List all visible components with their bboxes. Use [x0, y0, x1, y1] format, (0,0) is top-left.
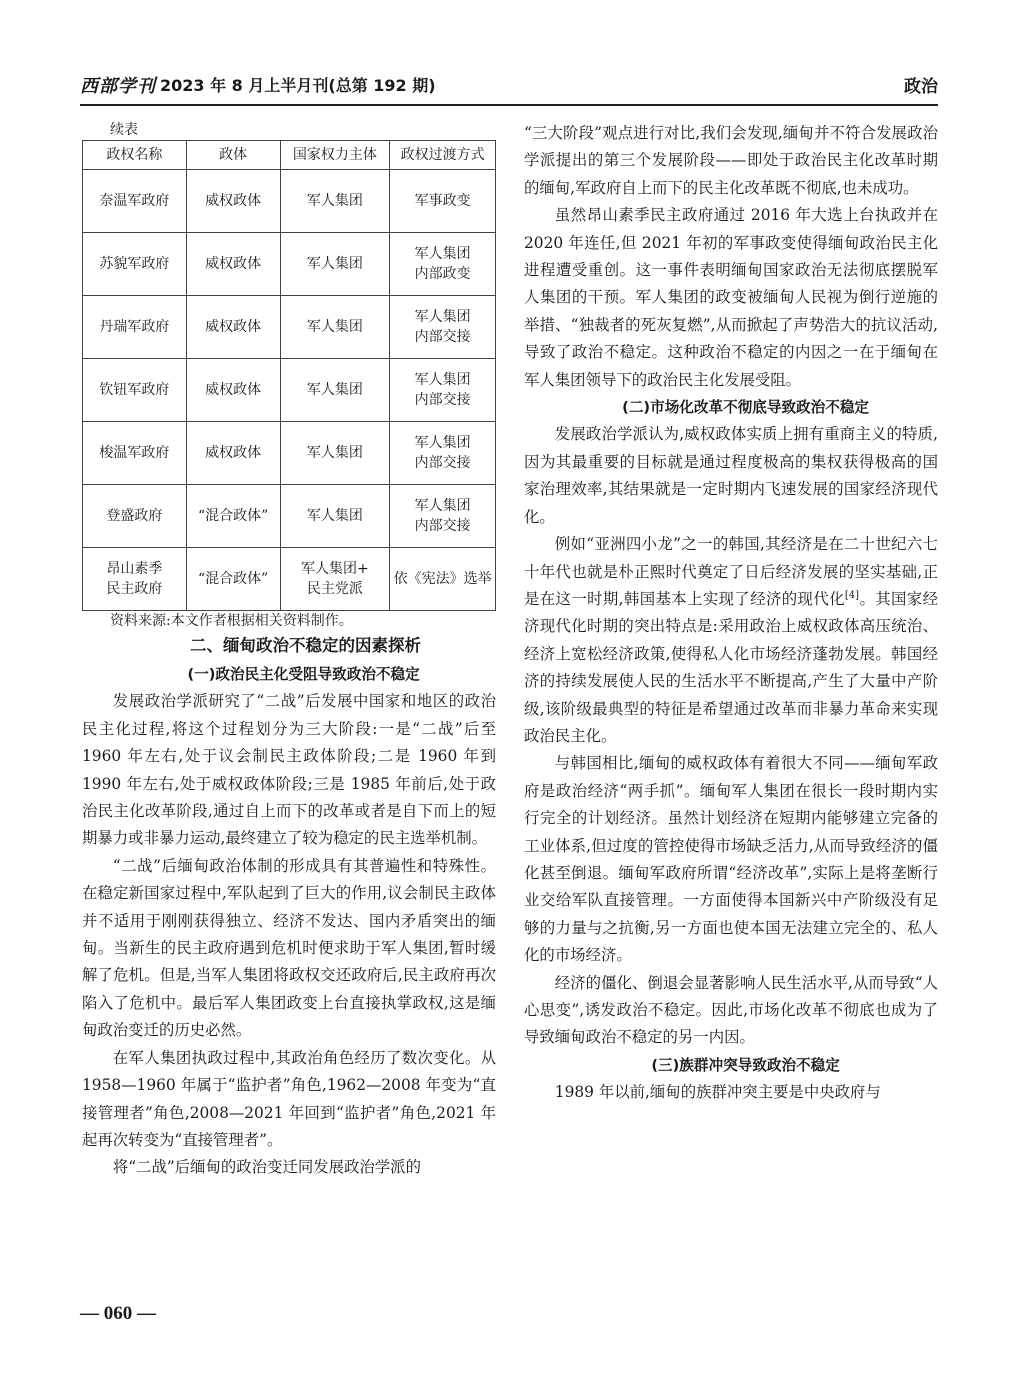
body-paragraph: 将“二战”后缅甸的政治变迁同发展政治学派的 — [112, 1158, 421, 1177]
table-cell: 威权政体 — [186, 170, 280, 233]
table-cell: 军人集团 — [280, 170, 390, 233]
body-paragraph: 1989 年以前,缅甸的族群冲突主要是中央政府与 — [554, 1083, 881, 1102]
table-row — [83, 548, 496, 611]
table-row — [83, 170, 496, 233]
table-cell: 威权政体 — [186, 296, 280, 359]
table-cell: 丹瑞军政府 — [83, 296, 187, 359]
subsection-heading-2: (二)市场化改革不彻底导致政治不稳定 — [622, 399, 870, 417]
body-paragraph: 与韩国相比,缅甸的威权政体有着很大不同——缅甸军政府是政治经济“两手抓”。缅甸军人集团在很长一段时期内实行完全的计划经济。虽然计划经济在短期内能够建立完备的工业体系,但过度的管控使得市场缺乏活力,从而导致经济的僵化甚至倒退。缅甸军政府所谓“经济改革”,实际上是将垄断行业交给军队直接管理。一方面使得本国新兴中产阶级没有足够的力量与之抗衡,另一方面也使本国无法建立完全的、私人化的市场经济。 — [524, 754, 938, 965]
table-column-header: 政权名称 — [83, 141, 187, 170]
table-source-note: 资料来源:本文作者根据相关资料制作。 — [110, 613, 353, 629]
running-header — [80, 70, 938, 106]
table-cell: “混合政体” — [186, 548, 280, 611]
table-column-header: 政权过渡方式 — [390, 141, 496, 170]
body-paragraph: 在军人集团执政过程中,其政治角色经历了数次变化。从 1958—1960 年属于“监护者”角色,1962—2008 年变为“直接管理者”角色,2008—2021 年回到“监护者”角色,2021 年起再次转变为“直接管理者”。 — [82, 1048, 496, 1149]
table-row — [83, 422, 496, 485]
table-cell: 军人集团 内部交接 — [390, 296, 496, 359]
body-paragraph: 发展政治学派认为,威权政体实质上拥有重商主义的特质,因为其最重要的目标就是通过程度极高的集权获得极高的国家治理效率,其结果就是一定时期内飞速发展的国家经济现代化。 — [524, 425, 938, 526]
table-cell: 钦钮军政府 — [83, 359, 187, 422]
right-column — [524, 120, 938, 1107]
body-paragraph: “二战”后缅甸政治体制的形成具有其普遍性和特殊性。在稳定新国家过程中,军队起到了巨大的作用,议会制民主政体并不适用于刚刚获得独立、经济不发达、国内矛盾突出的缅甸。当新生的民主政府遇到危机时便求助于军人集团,暂时缓解了危机。但是,当军人集团将政权交还政府后,民主政府再次陷入了危机中。最后军人集团政变上台直接执掌政权,这是缅甸政治变迁的历史必然。 — [82, 856, 496, 1040]
table-cell: 奈温军政府 — [83, 170, 187, 233]
subsection-heading-1: (一)政治民主化受阻导致政治不稳定 — [187, 666, 420, 683]
table-cell: 军事政变 — [390, 170, 496, 233]
table-cell: 军人集团 — [280, 233, 390, 296]
table-cell: 军人集团 — [280, 485, 390, 548]
table-cell: 军人集团+ 民主党派 — [280, 548, 390, 611]
table-caption: 续表 — [110, 122, 138, 138]
table-row — [83, 233, 496, 296]
journal-name: 西部学刊 — [80, 76, 156, 97]
table-cell: 依《宪法》选举 — [390, 548, 496, 611]
body-paragraph: 经济的僵化、倒退会显著影响人民生活水平,从而导致“人心思变”,诱发政治不稳定。因此,市场化改革不彻底也成为了导致缅甸政治不稳定的另一内因。 — [524, 973, 938, 1047]
table-cell: 军人集团 — [280, 422, 390, 485]
table-cell: 军人集团 内部交接 — [390, 422, 496, 485]
table-cell: 威权政体 — [186, 233, 280, 296]
table-cell: 登盛政府 — [83, 485, 187, 548]
issue-info: 2023 年 8 月上半月刊(总第 192 期) — [160, 76, 436, 95]
table-cell: 军人集团 — [280, 359, 390, 422]
table-column-header: 国家权力主体 — [280, 141, 390, 170]
table-cell: 苏貌军政府 — [83, 233, 187, 296]
table-header-row — [83, 141, 496, 170]
body-paragraph: “三大阶段”观点进行对比,我们会发现,缅甸并不符合发展政治学派提出的第三个发展阶段——即处于政治民主化改革时期的缅甸,军政府自上而下的民主化改革既不彻底,也未成功。 — [524, 124, 938, 197]
table-column-header: 政体 — [186, 141, 280, 170]
table-row — [83, 296, 496, 359]
section-heading: 二、缅甸政治不稳定的因素探析 — [190, 636, 421, 655]
paragraph-text: 例如“亚洲四小龙”之一的韩国,其经济是在二十世纪六七十年代也就是朴正熙时代奠定了日后经济发展的坚实基础,正是在这一时期,韩国基本上实现了经济的现代化 — [524, 535, 938, 608]
body-paragraph: 虽然昂山素季民主政府通过 2016 年大选上台执政并在 2020 年连任,但 2021 年初的军事政变使得缅甸政治民主化进程遭受重创。这一事件表明缅甸国家政治无法彻底摆脱军人集团的干预。军人集团的政变被缅甸人民视为倒行逆施的举措、“独裁者的死灰复燃”,从而掀起了声势浩大的抗议活动,导致了政治不稳定。这种政治不稳定的内因之一在于缅甸在军人集团领导下的政治民主化发展受阻。 — [524, 206, 938, 389]
table-cell: 昂山素季 民主政府 — [83, 548, 187, 611]
table-cell: 军人集团 内部交接 — [390, 359, 496, 422]
table-cell: 威权政体 — [186, 422, 280, 485]
body-paragraph — [524, 531, 938, 750]
section-name: 政治 — [904, 77, 938, 97]
body-paragraph: 发展政治学派研究了“二战”后发展中国家和地区的政治民主化过程,将这个过程划分为三大阶段:一是“二战”后至 1960 年左右,处于议会制民主政体阶段;二是 1960 年到 1990 年左右,处于威权政体阶段;三是 1985 年前后,处于政治民主化改革阶段,通过自上而下的改革或者是自下而上的短期暴力或非暴力运动,最终建立了较为稳定的民主选举机制。 — [82, 692, 496, 848]
citation-ref: [4] — [844, 589, 860, 601]
regime-table — [82, 140, 496, 611]
table-cell: 威权政体 — [186, 359, 280, 422]
paragraph-text: 。其国家经济现代化时期的突出特点是:采用政治上威权政体高压统治、经济上宽松经济政策,使得私人化市场经济蓬勃发展。韩国经济的持续发展使人民的生活水平不断提高,产生了大量中产阶级,该阶级最典型的特征是希望通过改革而非暴力革命来实现政治民主化。 — [524, 589, 938, 745]
subsection-heading-3: (三)族群冲突导致政治不稳定 — [651, 1056, 840, 1074]
table-cell: 军人集团 内部交接 — [390, 485, 496, 548]
left-column — [82, 120, 496, 1182]
table-cell: “混合政体” — [186, 485, 280, 548]
table-cell: 梭温军政府 — [83, 422, 187, 485]
table-row — [83, 359, 496, 422]
page-number: — 060 — — [80, 1303, 156, 1324]
table-cell: 军人集团 — [280, 296, 390, 359]
table-row — [83, 485, 496, 548]
table-cell: 军人集团 内部政变 — [390, 233, 496, 296]
